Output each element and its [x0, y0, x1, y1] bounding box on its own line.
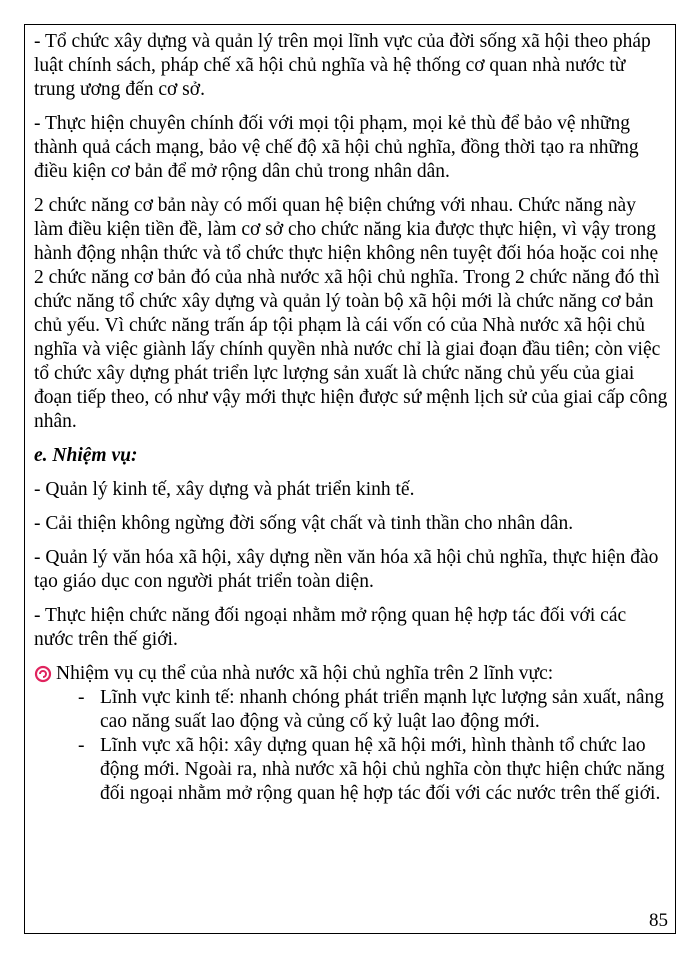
task-item: - Quản lý kinh tế, xây dựng và phát triển kinh tế. [34, 479, 415, 500]
list-item-text: Lĩnh vực kinh tế: nhanh chóng phát triển mạnh lực lượng sản xuất, nâng cao năng suất lao động và củng cố kỷ luật lao động mới. [100, 687, 665, 732]
dash-bullet: - [78, 735, 85, 756]
paragraph-dictatorship: - Thực hiện chuyên chính đối với mọi tội phạm, mọi kẻ thù để bảo vệ những thành quả cách mạng, bảo vệ chế độ xã hội chủ nghĩa, đồng thời tạo ra những điều kiện cơ bản để mở rộng dân chủ trong nhân dân. [34, 113, 639, 182]
note-sub-list [56, 686, 668, 806]
paragraph-dialectical-relation: 2 chức năng cơ bản này có mối quan hệ biện chứng với nhau. Chức năng này làm điều kiện tiền đề, làm cơ sở cho chức năng kia được thực hiện, vì vậy trong hành động nhận thức và tổ chức thực hiện không nên tuyệt đối hóa hoặc coi nhẹ 2 chức năng cơ bản đó của nhà nước xã hội chủ nghĩa. Trong 2 chức năng đó thì chức năng tổ chức xây dựng và quản lý toàn bộ xã hội mới là chức năng cơ bản chủ yếu. Vì chức năng trấn áp tội phạm là cái vốn có của Nhà nước xã hội chủ nghĩa và việc giành lấy chính quyền nhà nước chỉ là giai đoạn đầu tiên; còn việc tổ chức xây dựng phát triển lực lượng sản xuất là chức năng chủ yếu của giai đoạn tiếp theo, có như vậy mới thực hiện được sứ mệnh lịch sử của giai cấp công nhân. [34, 195, 668, 432]
list-item-text: Lĩnh vực xã hội: xây dựng quan hệ xã hội mới, hình thành tổ chức lao động mới. Ngoài ra, nhà nước xã hội chủ nghĩa còn thực hiện chức năng đối ngoại nhằm mở rộng quan hệ hợp tác đối với các nước trên thế giới. [100, 735, 665, 804]
note-block [34, 662, 668, 806]
page-number: 85 [649, 910, 668, 931]
list-item [56, 734, 668, 806]
task-item: - Quản lý văn hóa xã hội, xây dựng nền văn hóa xã hội chủ nghĩa, thực hiện đào tạo giáo dục con người phát triển toàn diện. [34, 547, 659, 592]
list-item [56, 686, 668, 734]
dash-bullet: - [78, 687, 85, 708]
note-intro-text: Nhiệm vụ cụ thể của nhà nước xã hội chủ nghĩa trên 2 lĩnh vực: [56, 663, 554, 684]
page-content [34, 30, 668, 806]
task-item: - Thực hiện chức năng đối ngoại nhằm mở rộng quan hệ hợp tác đối với các nước trên thế giới. [34, 605, 627, 650]
spiral-bullet-icon [34, 665, 52, 683]
section-heading-tasks: e. Nhiệm vụ: [34, 445, 138, 466]
task-item: - Cải thiện không ngừng đời sống vật chất và tinh thần cho nhân dân. [34, 513, 574, 534]
paragraph-organize-manage: - Tổ chức xây dựng và quản lý trên mọi lĩnh vực của đời sống xã hội theo pháp luật chính sách, pháp chế xã hội chủ nghĩa và hệ thống cơ quan nhà nước từ trung ương đến cơ sở. [34, 31, 651, 100]
